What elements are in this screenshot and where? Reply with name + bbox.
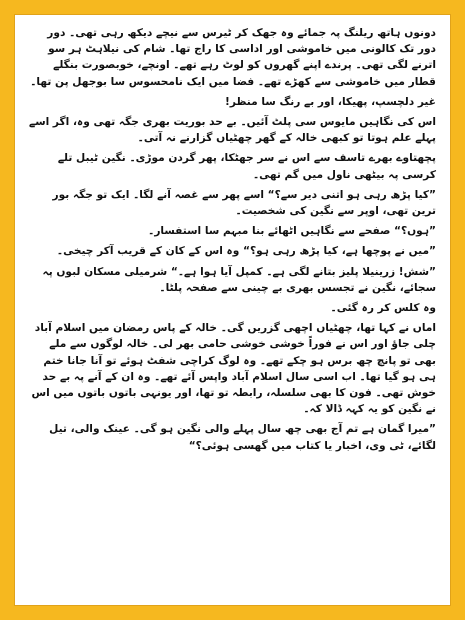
paragraph-5: ”کیا پڑھ رہی ہو اتنی دیر سے؟“ اسے پھر سے غصہ آنے لگا۔ ایک تو جگہ بور ترین تھی، اوپر سے نگین کی شخصیت۔ [52,188,436,218]
paragraph-7: ”میں نے پوچھا ہے، کیا پڑھ رہی ہو؟“ وہ اس کے کان کے قریب آکر چیخی۔ [56,245,436,258]
paragraph-3: اس کی نگاہیں مایوس سی پلٹ آئیں۔ بے حد بوریت بھری جگہ تھی وہ، اگر اسے پہلے علم ہوتا تو کبھی خالہ کے گھر چھٹیاں گزارنے نہ آتی۔ [28,116,436,145]
paragraph-1: دونوں ہاتھ ریلنگ پہ جمائے وہ جھک کر ٹیرس سے نیچے دیکھ رہی تھی۔ دور دور تک کالونی میں خاموشی اور اداسی کا راج تھا۔ شام کی نیلاہٹ ہر سو اترنے لگی تھی۔ پرندے اپنے گھروں کو لوٹ رہے تھے۔ اونچے، خوبصورت بنگلے قطار میں خاموشی سے کھڑے تھے۔ فضا میں ایک نامحسوس سا بوجھل پن تھا۔ [30,27,436,88]
paragraph-11: ”میرا گمان ہے تم آج بھی چھ سال پہلے والی نگین ہو گی۔ عینک والی، تیل لگائے، ٹی وی، اخبار یا کتاب میں گھسی ہوئی؟“ [49,423,436,452]
document-page [14,14,451,606]
paragraph-4: پچھتاوے بھرے تاسف سے اس نے سر جھٹکا، پھر گردن موڑی۔ نگین ٹیبل تلے کرسی پہ بیٹھی ناول میں گم تھی۔ [57,152,436,181]
paragraph-10: اماں نے کہا تھا، چھٹیاں اچھی گزریں گی۔ خالہ کے پاس رمضان میں اسلام آباد چلی جاؤ اور اس نے فوراً خوشی خوشی حامی بھر لی۔ خالہ لوگوں سے ملے بھی تو پانچ چھ برس ہو چکے تھے۔ وہ لوگ کراچی شفٹ ہوئے تو آنا جانا ختم ہی ہو گیا تھا۔ اب اسی سال اسلام آباد واپس آئے تھے۔ وہ ان کے آنے پہ بے حد خوش تھی۔ فون کا بھی سلسلہ، رابطہ تو تھا، اور یونہی باتوں باتوں میں اس نے نگین کو یہ کہہ ڈالا کہ۔ [31,322,436,416]
paragraph-2: غیر دلچسپ، پھیکا، اور بے رنگ سا منظر! [225,95,436,108]
document-body [15,15,450,466]
paragraph-8: ”شش! زرینیلا پلیز بتانے لگی ہے۔ کمپل آیا ہوا ہے۔“ شرمیلی مسکان لبوں پہ سجائے، نگین نے تجسس بھری بے چینی سے صفحہ پلٹا۔ [42,265,436,294]
paragraph-6: ”ہوں؟“ صفحے سے نگاہیں اٹھائے بنا مبہم سا استفسار۔ [148,225,436,238]
paragraph-9: وہ کلس کر رہ گئی۔ [330,302,436,315]
